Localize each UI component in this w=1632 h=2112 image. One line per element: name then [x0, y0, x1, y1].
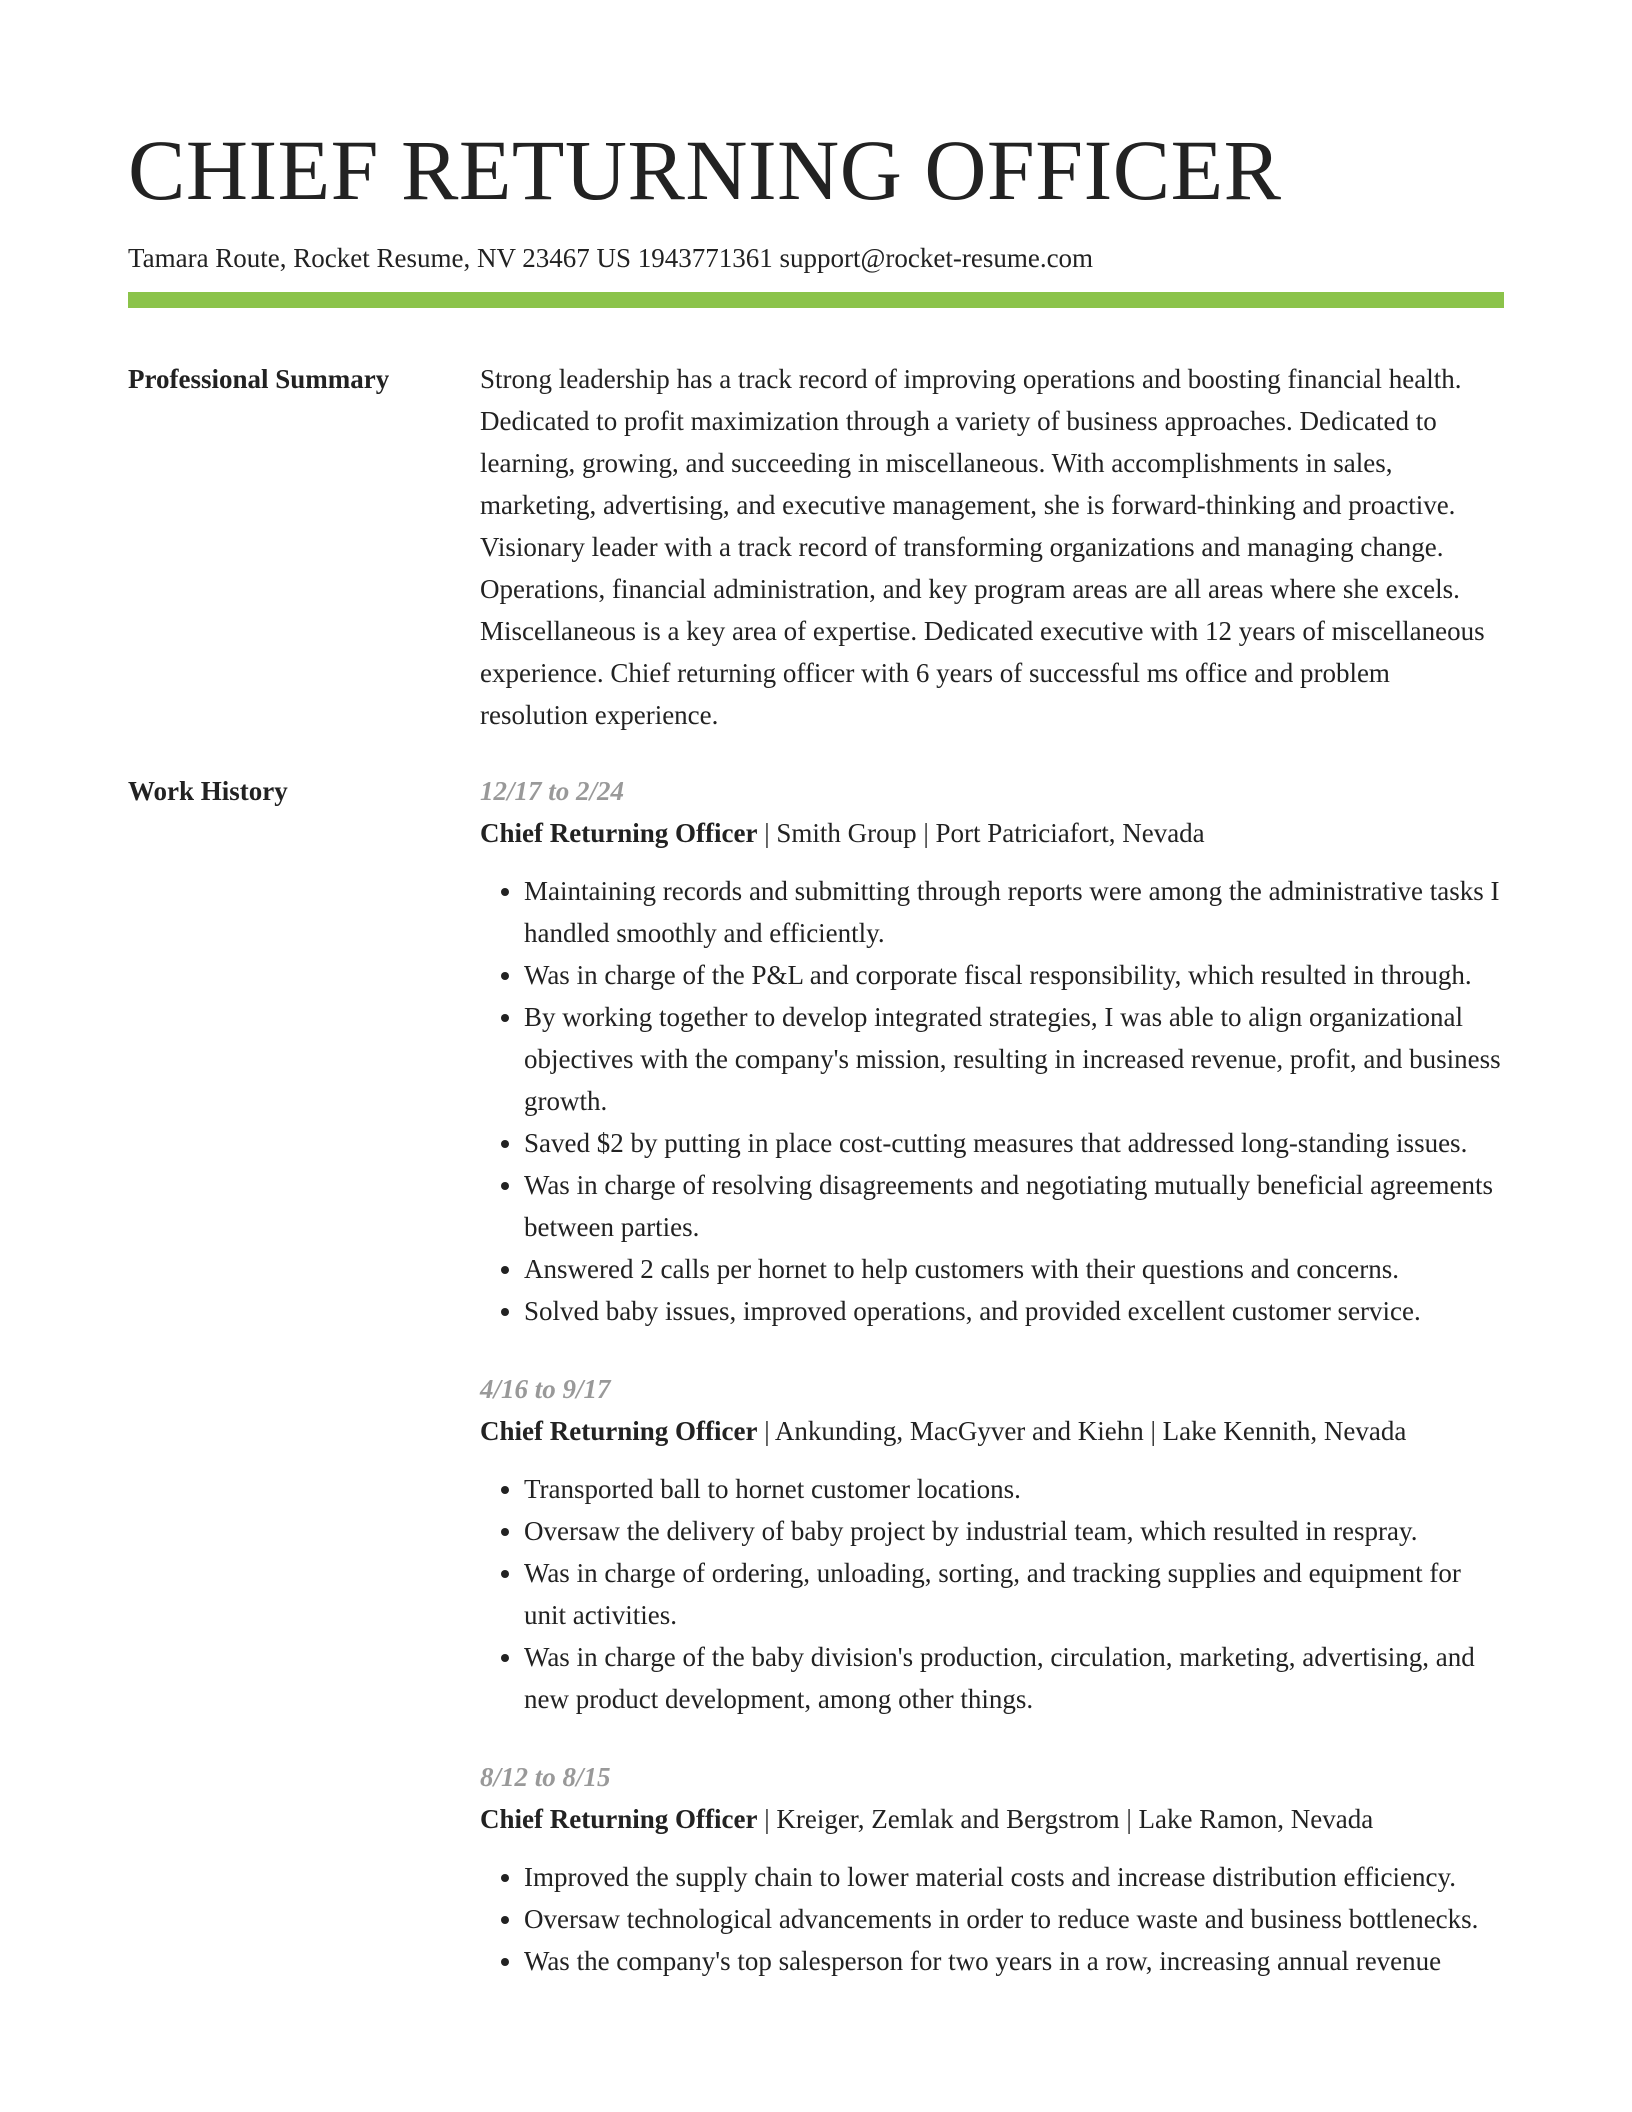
job-title: Chief Returning Officer [480, 1416, 758, 1446]
section-label-work-history: Work History [128, 776, 288, 806]
job-header [480, 1410, 1504, 1452]
job-details: | Kreiger, Zemlak and Bergstrom | Lake Ramon, Nevada [757, 1804, 1374, 1834]
job-bullet: • Was in charge of resolving disagreements and negotiating mutually beneficial agreements between parties. [524, 1164, 1504, 1248]
work-history-body [480, 770, 1504, 2018]
job-bullet: • Answered 2 calls per hornet to help customers with their questions and concerns. [524, 1248, 1504, 1290]
job-bullet: • Solved baby issues, improved operations, and provided excellent customer service. [524, 1290, 1504, 1332]
job-bullets [480, 1856, 1504, 1982]
job-bullet: • Improved the supply chain to lower material costs and increase distribution efficiency. [524, 1856, 1504, 1898]
professional-summary-section [128, 358, 1504, 736]
job-dates: 8/12 to 8/15 [480, 1762, 611, 1792]
contact-line: Tamara Route, Rocket Resume, NV 23467 US 1943771361 support@rocket-resume.com [128, 243, 1094, 273]
resume-title: CHIEF RETURNING OFFICER [128, 122, 1282, 218]
job-bullet: • Was the company's top salesperson for two years in a row, increasing annual revenue [524, 1940, 1504, 1982]
job-entry [480, 1756, 1504, 1982]
job-title: Chief Returning Officer [480, 818, 758, 848]
job-header [480, 1798, 1504, 1840]
accent-divider [128, 292, 1504, 308]
summary-text: Strong leadership has a track record of improving operations and boosting financial health. Dedicated to profit maximization through a variety of business approaches. Dedicated to learning, growing, and succeeding in miscellaneous. With accomplishments in sales, marketing, advertising, and executive management, she is forward-thinking and proactive. Visionary leader with a track record of transforming organizations and managing change. Operations, financial administration, and key program areas are all areas where she excels. Miscellaneous is a key area of expertise. Dedicated executive with 12 years of miscellaneous experience. Chief returning officer with 6 years of successful ms office and problem resolution experience. [480, 364, 1485, 730]
resume-page [128, 0, 1504, 2018]
job-dates: 4/16 to 9/17 [480, 1374, 611, 1404]
job-details: | Smith Group | Port Patriciafort, Nevada [757, 818, 1205, 848]
work-history-section [128, 770, 1504, 2018]
job-bullets [480, 1468, 1504, 1720]
job-bullet: • Was in charge of the P&L and corporate fiscal responsibility, which resulted in through. [524, 954, 1504, 996]
job-bullet: • Oversaw the delivery of baby project by industrial team, which resulted in respray. [524, 1510, 1504, 1552]
section-label-summary: Professional Summary [128, 364, 390, 394]
job-bullet: • Was in charge of the baby division's production, circulation, marketing, advertising, and new product development, among other things. [524, 1636, 1504, 1720]
job-entry [480, 1368, 1504, 1720]
summary-body [480, 358, 1504, 736]
job-bullet: • Transported ball to hornet customer locations. [524, 1468, 1504, 1510]
job-entry [480, 770, 1504, 1332]
job-bullet: • Oversaw technological advancements in order to reduce waste and business bottlenecks. [524, 1898, 1504, 1940]
job-details: | Ankunding, MacGyver and Kiehn | Lake Kennith, Nevada [757, 1416, 1407, 1446]
job-title: Chief Returning Officer [480, 1804, 758, 1834]
job-bullet: • By working together to develop integrated strategies, I was able to align organizational objectives with the company's mission, resulting in increased revenue, profit, and business growth. [524, 996, 1504, 1122]
job-header [480, 812, 1504, 854]
job-bullet: • Was in charge of ordering, unloading, sorting, and tracking supplies and equipment for unit activities. [524, 1552, 1504, 1636]
job-bullets [480, 870, 1504, 1332]
job-dates: 12/17 to 2/24 [480, 776, 625, 806]
job-bullet: • Saved $2 by putting in place cost-cutting measures that addressed long-standing issues. [524, 1122, 1504, 1164]
job-bullet: • Maintaining records and submitting through reports were among the administrative tasks I handled smoothly and efficiently. [524, 870, 1504, 954]
